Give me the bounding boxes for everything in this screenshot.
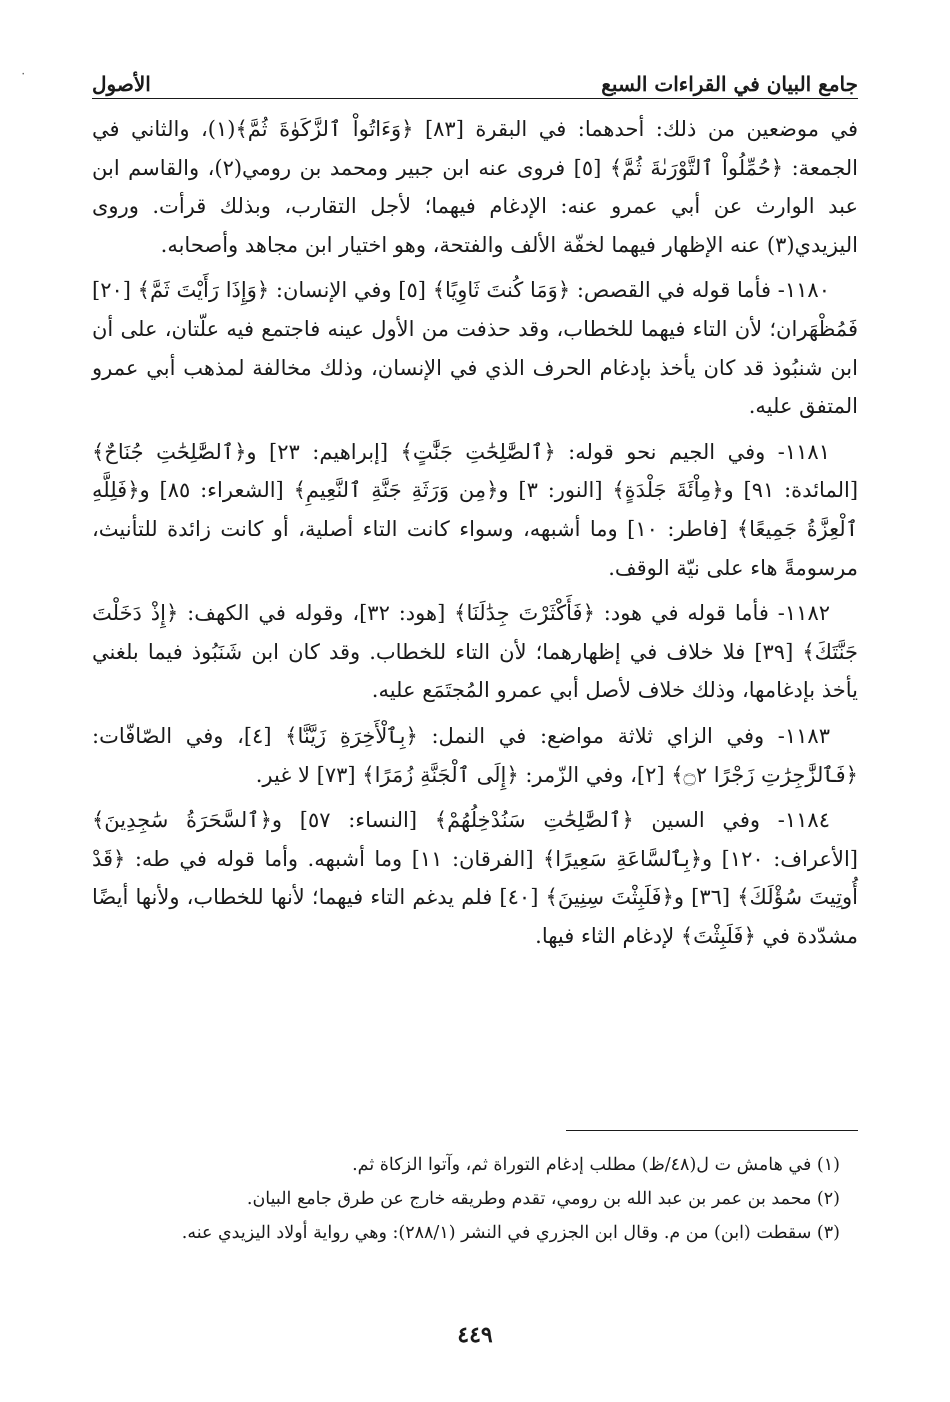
paragraph: ١١٨٠- فأما قوله في القصص: ﴿وَمَا كُنتَ ثَاوِيًا﴾ [٥] وفي الإنسان: ﴿وَإِذَا رَأَيْتَ ثَمَّ﴾ [٢٠] فَمُظْهَران؛ لأن التاء فيهما للخطاب، وقد حذفت من الأول عينه فاجتمع فيه علّتان، على أن ابن شنبُوذ قد كان يأخذ بإدغام الحرف الذي في الإنسان، وذلك مخالفة لمذهب أبي عمرو المتفق عليه. (92, 278, 858, 419)
paragraph: ١١٨٢- فأما قوله في هود: ﴿فَأَكْثَرْتَ جِدَٰلَنَا﴾ [هود: ٣٢]، وقوله في الكهف: ﴿إِذْ دَخَلْتَ جَنَّتَكَ﴾ [٣٩] فلا خلاف في إظهارهما؛ لأن التاء للخطاب. وقد كان ابن شَنَبُوذ فيما بلغني يأخذ بإدغامها، وذلك خلاف لأصل أبي عمرو المُجتَمَع عليه. (92, 601, 858, 703)
corner-mark: ٠ (20, 66, 27, 80)
footnote-rule (566, 1130, 858, 1131)
paragraph: ١١٨٣- وفي الزاي ثلاثة مواضع: في النمل: ﴿بِٱلْأَخِرَةِ زَيَّنَّا﴾ [٤]، وفي الصّافّات: ﴿فَٱلزَّٰجِرَٰتِ زَجْرًا ۝٢﴾ [٢]، وفي الزّمر: ﴿إِلَى ٱلْجَنَّةِ زُمَرًا﴾ [٧٣] لا غير. (92, 723, 858, 787)
page-number: ٤٤٩ (457, 1322, 493, 1348)
main-text (92, 110, 858, 962)
footnote: (١) في هامش ت ل(٤٨/ظ) مطلب إدغام التوراة ثم، وآتوا الزكاة ثم. (352, 1155, 840, 1175)
footnotes (92, 1150, 858, 1252)
paragraph: ١١٨١- وفي الجيم نحو قوله: ﴿ٱلصَّٰلِحَٰتِ جَنَّٰتٍ﴾ [إبراهيم: ٢٣] و﴿ٱلصَّٰلِحَٰتِ جُنَاحٌ﴾ [المائدة: ٩١] و﴿مِاْئَةَ جَلْدَةٍ﴾ [النور: ٣] و﴿مِن وَرَثَةِ جَنَّةِ ٱلنَّعِيمِ﴾ [الشعراء: ٨٥] و﴿فَلِلَّهِ ٱلْعِزَّةُ جَمِيعًا﴾ [فاطر: ١٠] وما أشبهه، وسواء كانت التاء أصلية، أو كانت زائدة للتأنيث، مرسومةً هاء على نيّة الوقف. (92, 439, 859, 580)
footnote: (٣) سقطت (ابن) من م. وقال ابن الجزري في النشر (٢٨٨/١): وهي رواية أولاد اليزيدي عنه. (181, 1223, 840, 1243)
book-title: جامع البيان في القراءات السبع (601, 72, 858, 96)
paragraph: في موضعين من ذلك: أحدهما: في البقرة [٨٣] ﴿وَءَاتُواْ ٱلزَّكَوٰةَ ثُمَّ﴾(١)، والثاني في الجمعة: ﴿حُمِّلُواْ ٱلتَّوْرَىٰةَ ثُمَّ﴾ [٥] فروى عنه ابن جبير ومحمد بن رومي(٢)، والقاسم ابن عبد الوارث عن أبي عمرو عنه: الإدغام فيهما؛ لأجل التقارب، وبذلك قرأت. وروى اليزيدي(٣) عنه الإظهار فيهما لخفّة الألف والفتحة، وهو اختيار ابن مجاهد وأصحابه. (92, 117, 858, 257)
paragraph: ١١٨٤- وفي السين ﴿ٱلصَّٰلِحَٰتِ سَنُدْخِلُهُمْ﴾ [النساء: ٥٧] و﴿ٱلسَّحَرَةُ سَٰجِدِينَ﴾ [الأعراف: ١٢٠] و﴿بِٱلسَّاعَةِ سَعِيرًا﴾ [الفرقان: ١١] وما أشبهه. وأما قوله في طه: ﴿قَدْ أُوتِيتَ سُؤْلَكَ﴾ [٣٦] و﴿فَلَبِثْتَ سِنِينَ﴾ [٤٠] فلم يدغم التاء فيهما؛ لأنها للخطاب، ولأنها أيضًا مشدّدة في ﴿فَلَبِثْتَ﴾ لإدغام الثاء فيها. (92, 808, 859, 948)
footnote: (٢) محمد بن عمر بن عبد الله بن رومي، تقدم وطريقه خارج عن طرق جامع البيان. (246, 1189, 840, 1209)
header-rule (92, 98, 858, 99)
section-title: الأصول (92, 72, 151, 96)
running-head (92, 56, 858, 96)
